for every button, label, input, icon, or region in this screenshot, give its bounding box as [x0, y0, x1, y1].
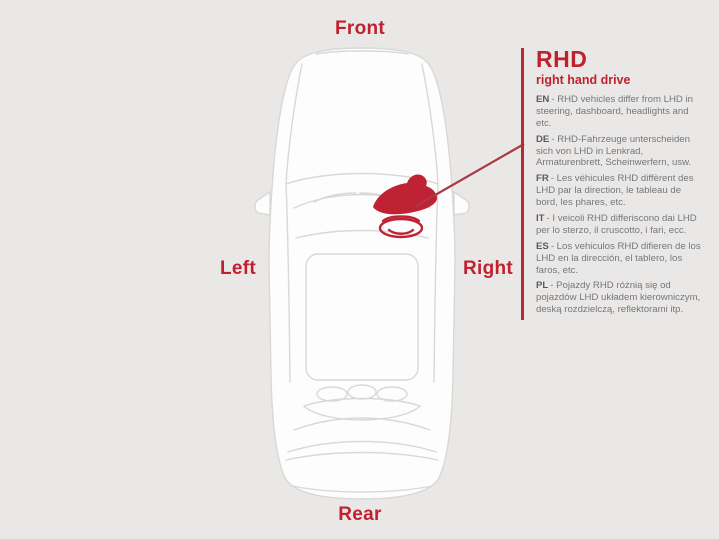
label-rear: Rear: [338, 504, 382, 525]
language-text: - RHD vehicles differ from LHD in steering, dashboard, headlights and etc.: [536, 94, 693, 129]
car-top-view-illustration: [252, 42, 472, 504]
language-text: - I veicoli RHD differiscono dai LHD per lo sterzo, il cruscotto, i fari, ecc.: [536, 213, 697, 236]
language-code: ES: [536, 240, 549, 252]
language-text: - Pojazdy RHD różnią się od pojazdów LHD układem kierowniczym, deską rozdzielczą, reflektorami itp.: [536, 280, 701, 316]
car-body-outline: [269, 48, 455, 499]
language-entry-it: [536, 213, 703, 237]
rhd-info-panel: [521, 48, 703, 320]
right-mirror: [454, 192, 469, 215]
language-code: FR: [536, 173, 549, 185]
language-text: - Los vehiculos RHD difieren de los LHD en la dirección, el tablero, los faros, etc.: [536, 240, 701, 276]
language-code: EN: [536, 94, 550, 105]
language-code: DE: [536, 133, 550, 145]
language-text: - RHD-Fahrzeuge unterscheiden sich von LHD in Lenkrad, Armaturenbrett, Scheinwerfern, usw.: [536, 133, 692, 169]
left-mirror: [255, 192, 270, 215]
language-entry-de: [536, 134, 703, 170]
language-code: IT: [536, 213, 545, 225]
panel-subtitle: right hand drive: [536, 73, 631, 87]
label-right: Right: [462, 258, 514, 279]
language-entry-es: [536, 241, 703, 277]
panel-title: RHD: [536, 46, 588, 72]
language-code: PL: [536, 280, 549, 292]
language-text: - Les véhicules RHD diffèrent des LHD par la direction, le tableau de bord, les phares, etc.: [536, 173, 694, 209]
language-entry-en: [536, 94, 703, 130]
label-left: Left: [219, 258, 257, 279]
language-entry-pl: [536, 280, 703, 316]
label-front: Front: [334, 18, 386, 39]
language-entry-fr: [536, 173, 703, 209]
language-entries: [536, 94, 703, 316]
